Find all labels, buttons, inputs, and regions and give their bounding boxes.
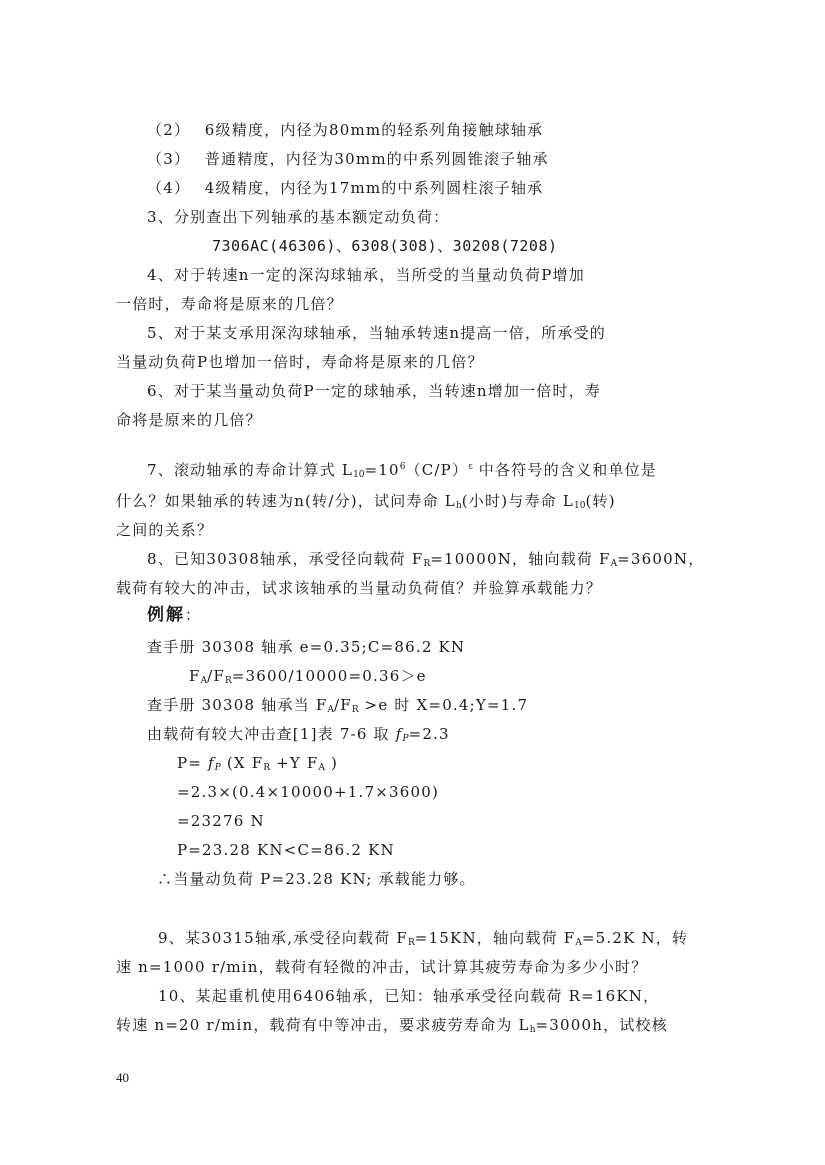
question-7-line1: 7、滚动轴承的寿命计算式 $L_{10}=10^6(C/P)^\varepsilon$ 中各符号的含义和单位是 — [147, 461, 657, 480]
question-9-line1: 9、某30315轴承,承受径向载荷 $F_R=15KN$，轴向载荷 $F_A=5.2K$ N，转 — [158, 929, 689, 948]
solution-step-3: 查手册 30308 轴承当 $F_A/F_R >e$ 时 X=0.4;Y=1.7 — [147, 696, 529, 715]
question-4-line1: 4、对于转速n一定的深沟球轴承，当所受的当量动负荷P增加 — [147, 266, 585, 284]
solution-formula: $P= f_P$ (X $F_R +Y$ $F_A$ ) — [177, 754, 339, 773]
example-heading: 例解： — [147, 605, 202, 625]
question-10-line2: 转速 n=20 r/min，载荷有中等冲击，要求疲劳寿命为 $L_h=3000h$，试校核 — [116, 1016, 668, 1035]
solution-step-4: 由载荷有较大冲击查[1]表 7-6 取 $f_P=2.3$ — [147, 725, 450, 744]
question-4-line2: 一倍时，寿命将是原来的几倍？ — [116, 295, 343, 313]
item-2: （2） 6级精度，内径为80mm的轻系列角接触球轴承 — [147, 121, 544, 139]
question-8-line1: 8、已知30308轴承，承受径向载荷 $F_R=10000N$，轴向载荷 $F_A=3600N$， — [147, 550, 705, 569]
question-5-line2: 当量动负荷P也增加一倍时，寿命将是原来的几倍？ — [116, 353, 484, 371]
page-number: 40 — [116, 1070, 129, 1085]
solution-step-2: $F_A/F_R=3600/10000=0.36>e$ — [189, 667, 427, 686]
solution-step-6: =2.3×(0.4×10000+1.7×3600) — [177, 783, 440, 801]
solution-step-7: =23276 N — [177, 812, 265, 830]
solution-step-8: P=23.28 KN<C=86.2 KN — [177, 841, 395, 859]
question-9-line2: 速 n=1000 r/min，载荷有轻微的冲击，试计算其疲劳寿命为多少小时？ — [116, 958, 648, 976]
question-6-line1: 6、对于某当量动负荷P一定的球轴承，当转速n增加一倍时，寿 — [147, 382, 602, 400]
question-8-line2: 载荷有较大的冲击，试求该轴承的当量动负荷值？并验算承载能力？ — [116, 579, 603, 597]
item-4: （4） 4级精度，内径为17mm的中系列圆柱滚子轴承 — [147, 179, 544, 197]
question-7-line2: 什么？如果轴承的转速为n(转/分)，试问寿命 $L_h$(小时)与寿命 $L_{10}$(转) — [116, 492, 616, 511]
question-7-line3: 之间的关系？ — [116, 521, 214, 539]
question-5-line1: 5、对于某支承用深沟球轴承，当轴承转速n提高一倍，所承受的 — [147, 324, 607, 342]
item-3: （3） 普通精度，内径为30mm的中系列圆锥滚子轴承 — [147, 150, 549, 168]
question-10-line1: 10、某起重机使用6406轴承，已知：轴承承受径向载荷 R=16KN， — [158, 987, 660, 1005]
question-6-line2: 命将是原来的几倍？ — [116, 411, 262, 429]
bearing-codes: 7306AC(46306)、6308(308)、30208(7208) — [212, 237, 558, 255]
question-3: 3、分别查出下列轴承的基本额定动负荷： — [147, 208, 450, 226]
solution-conclusion: ∴当量动负荷 P=23.28 KN; 承载能力够。 — [157, 870, 476, 888]
solution-step-1: 查手册 30308 轴承 e=0.35;C=86.2 KN — [147, 638, 466, 656]
